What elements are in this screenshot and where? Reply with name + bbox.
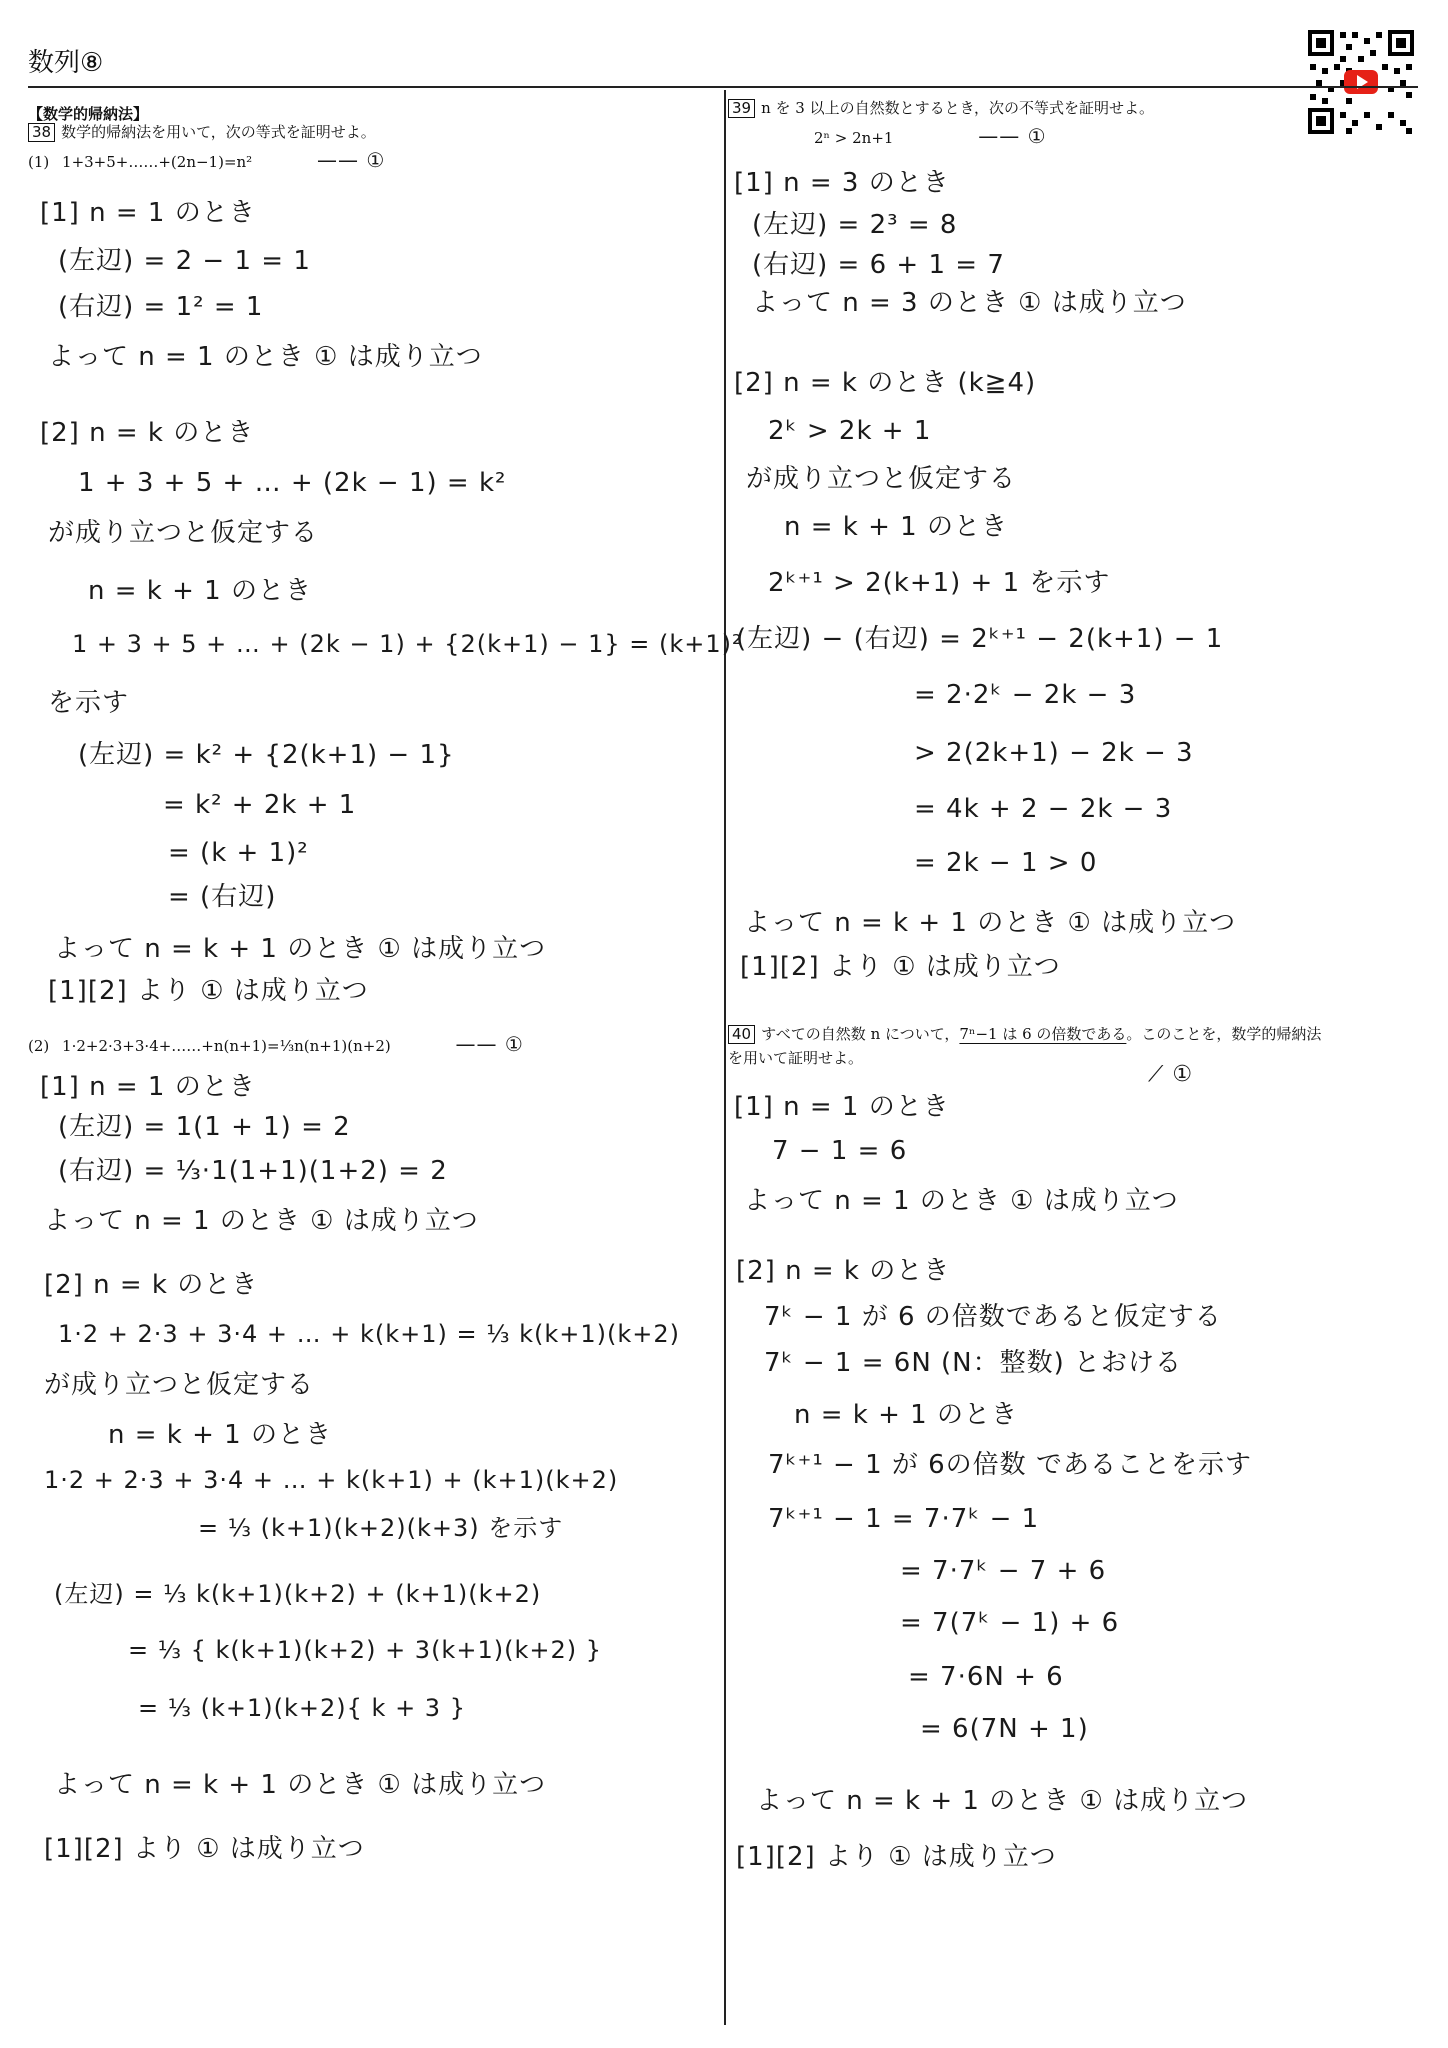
proof-line: 1 + 3 + 5 + … + (2k − 1) + {2(k+1) − 1} = (k+1)² xyxy=(72,630,743,658)
question-40-prompt-line2: を用いて証明せよ。 xyxy=(728,1049,864,1067)
proof-line: n = k + 1 のとき xyxy=(88,576,312,606)
proof-line: よって n = k + 1 のとき ① は成り立つ xyxy=(54,934,547,964)
proof-line: よって n = 1 のとき ① は成り立つ xyxy=(44,1206,479,1236)
proof-line: が成り立つと仮定する xyxy=(44,1370,315,1400)
question-38-prompt xyxy=(28,122,376,142)
proof-line: n = k + 1 のとき xyxy=(108,1420,332,1450)
youtube-play-icon xyxy=(1344,70,1378,94)
column-divider xyxy=(724,90,726,2025)
proof-line: (左辺) = k² + {2(k+1) − 1} xyxy=(78,740,455,770)
proof-line: [1][2] より ① は成り立つ xyxy=(48,976,369,1006)
proof-line: = 4k + 2 − 2k − 3 xyxy=(914,794,1173,824)
part-2-equation xyxy=(28,1034,524,1056)
equation: 1+3+5+……+(2n−1)=n² xyxy=(62,153,253,171)
question-number: 40 xyxy=(728,1025,755,1044)
part-label: (1) xyxy=(28,153,50,171)
proof-line: [1] n = 3 のとき xyxy=(734,168,950,198)
proof-line: (左辺) = 2³ = 8 xyxy=(752,210,958,240)
equation: 1·2+2·3+3·4+……+n(n+1)=⅓n(n+1)(n+2) xyxy=(62,1037,391,1055)
proof-line: 7ᵏ − 1 = 6N (N：整数) とおける xyxy=(764,1348,1183,1378)
proof-line: 7ᵏ − 1 が 6 の倍数であると仮定する xyxy=(764,1302,1222,1332)
question-text: n を 3 以上の自然数とするとき，次の不等式を証明せよ。 xyxy=(761,99,1155,117)
proof-line: (左辺) = 1(1 + 1) = 2 xyxy=(58,1112,351,1142)
proof-line: = ⅓ (k+1)(k+2){ k + 3 } xyxy=(138,1694,466,1722)
proof-line: よって n = k + 1 のとき ① は成り立つ xyxy=(756,1786,1249,1816)
proof-line: = 6(7N + 1) xyxy=(920,1714,1089,1744)
inequality-text: 2ⁿ > 2n+1 xyxy=(814,129,894,147)
proof-line: (右辺) = 6 + 1 = 7 xyxy=(752,250,1005,280)
proof-line: = 2k − 1 > 0 xyxy=(914,848,1098,878)
proof-line: (右辺) = 1² = 1 xyxy=(58,292,264,322)
proof-line: 2ᵏ > 2k + 1 xyxy=(768,416,932,446)
proof-line: n = k + 1 のとき xyxy=(784,512,1008,542)
proof-line: = 7·7ᵏ − 7 + 6 xyxy=(900,1556,1107,1586)
question-40-prompt xyxy=(728,1024,1321,1044)
proof-line: = ⅓ (k+1)(k+2)(k+3) を示す xyxy=(198,1514,564,1542)
proof-line: よって n = k + 1 のとき ① は成り立つ xyxy=(744,908,1237,938)
proof-line: [1] n = 1 のとき xyxy=(734,1092,950,1122)
question-text: すべての自然数 n について， xyxy=(761,1025,960,1043)
question-39-prompt xyxy=(728,98,1154,118)
question-number: 39 xyxy=(728,99,755,118)
proof-line: [1][2] より ① は成り立つ xyxy=(736,1842,1057,1872)
proof-line: = 7·6N + 6 xyxy=(908,1662,1064,1692)
proof-line: [2] n = k のとき (k≧4) xyxy=(734,368,1037,398)
proof-line: 7ᵏ⁺¹ − 1 = 7·7ᵏ − 1 xyxy=(768,1504,1040,1534)
equation-mark: —— ① xyxy=(455,1032,524,1056)
proof-line: が成り立つと仮定する xyxy=(48,518,319,548)
proof-line: よって n = 1 のとき ① は成り立つ xyxy=(744,1186,1179,1216)
proof-line: = 2·2ᵏ − 2k − 3 xyxy=(914,680,1137,710)
question-number: 38 xyxy=(28,123,55,142)
proof-line: 1·2 + 2·3 + 3·4 + … + k(k+1) = ⅓ k(k+1)(k+2) xyxy=(58,1320,681,1348)
proof-line: [1] n = 1 のとき xyxy=(40,1072,256,1102)
proof-line: (左辺) − (右辺) = 2ᵏ⁺¹ − 2(k+1) − 1 xyxy=(736,624,1224,654)
proof-line: 1 + 3 + 5 + … + (2k − 1) = k² xyxy=(78,468,507,498)
proof-line: = (右辺) xyxy=(168,882,277,912)
proof-line: 7 − 1 = 6 xyxy=(772,1136,908,1166)
proof-line: [2] n = k のとき xyxy=(736,1256,951,1286)
equation-mark: ⟋ ① xyxy=(1148,1062,1194,1087)
proof-line: > 2(2k+1) − 2k − 3 xyxy=(914,738,1194,768)
part-label: (2) xyxy=(28,1037,50,1055)
proof-line: [1][2] より ① は成り立つ xyxy=(740,952,1061,982)
question-text: 。このことを，数学的帰納法 xyxy=(1126,1025,1322,1043)
proof-line: 1·2 + 2·3 + 3·4 + … + k(k+1) + (k+1)(k+2) xyxy=(44,1466,619,1494)
proof-line: = 7(7ᵏ − 1) + 6 xyxy=(900,1608,1120,1638)
proof-line: n = k + 1 のとき xyxy=(794,1400,1018,1430)
proof-line: 7ᵏ⁺¹ − 1 が 6の倍数 であることを示す xyxy=(768,1450,1252,1480)
section-title: 【数学的帰納法】 xyxy=(28,105,149,123)
underlined-claim: 7ⁿ−1 は 6 の倍数である xyxy=(959,1025,1127,1043)
proof-line: [2] n = k のとき xyxy=(44,1270,259,1300)
proof-line: よって n = 3 のとき ① は成り立つ xyxy=(752,288,1187,318)
part-1-equation xyxy=(28,150,385,172)
proof-line: [1] n = 1 のとき xyxy=(40,198,256,228)
equation-mark: —— ① xyxy=(978,124,1047,148)
proof-line: よって n = k + 1 のとき ① は成り立つ xyxy=(54,1770,547,1800)
inequality xyxy=(814,126,1047,148)
proof-line: (左辺) = ⅓ k(k+1)(k+2) + (k+1)(k+2) xyxy=(54,1580,542,1608)
header-rule xyxy=(28,86,1418,88)
proof-line: = (k + 1)² xyxy=(168,838,309,868)
proof-line: (左辺) = 2 − 1 = 1 xyxy=(58,246,311,276)
equation-mark: —— ① xyxy=(316,148,386,172)
proof-line: が成り立つと仮定する xyxy=(746,464,1017,494)
proof-line: = ⅓ { k(k+1)(k+2) + 3(k+1)(k+2) } xyxy=(128,1636,602,1664)
proof-line: [1][2] より ① は成り立つ xyxy=(44,1834,365,1864)
page-title: 数列⑧ xyxy=(28,48,104,78)
proof-line: 2ᵏ⁺¹ > 2(k+1) + 1 を示す xyxy=(768,568,1111,598)
qr-code-icon[interactable] xyxy=(1306,28,1416,136)
proof-line: よって n = 1 のとき ① は成り立つ xyxy=(48,342,483,372)
proof-line: [2] n = k のとき xyxy=(40,418,255,448)
proof-line: を示す xyxy=(48,688,130,718)
proof-line: (右辺) = ⅓·1(1+1)(1+2) = 2 xyxy=(58,1156,448,1186)
question-text: 数学的帰納法を用いて，次の等式を証明せよ。 xyxy=(61,123,376,141)
proof-line: = k² + 2k + 1 xyxy=(163,790,357,820)
